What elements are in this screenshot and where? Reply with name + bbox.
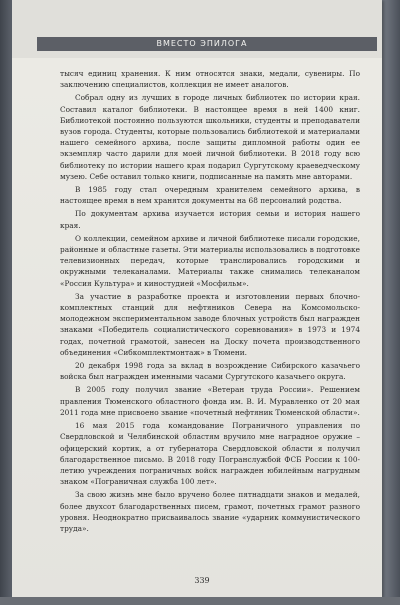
paragraph-3: В 1985 году стал очередным хранителем семейного архива, в настоящее время в нем хранятся документы на 68 персоналий родства.: [60, 185, 360, 206]
book-page: [12, 0, 382, 600]
book-bottom-shadow: [0, 597, 400, 605]
page-header: [12, 0, 382, 58]
running-header-title: ВМЕСТО ЭПИЛОГА: [156, 39, 248, 48]
paragraph-7: 20 декабря 1998 года за вклад в возрождение Сибирского казачьего войска был награжден именными часами Сургутского казачьего округа.: [60, 361, 360, 382]
paragraph-6: За участие в разработке проекта и изготовлении первых блочно-комплектных станций для нефтяников Севера на Комсомольско-молодежном экспериментальном заводе блочных устройств был награжден знаками «Победитель социалистического соревнования» в 1973 и 1974 годах, почетной грамотой, занесен на Доску почета производственного объединения «Сибкомплектмонтаж» в Тюмени.: [60, 291, 360, 357]
page-number: 339: [194, 576, 210, 585]
paragraph-4: По документам архива изучается история семьи и история нашего края.: [60, 209, 360, 230]
paragraph-5: О коллекции, семейном архиве и личной библиотеке писали городские, районные и областные газеты. Эти материалы использовались в подготовке телевизионных передач, которые транслировались городскими и окружными телеканалами. Материалы также снимались телеканалом «Россия Культура» и киностудией «Мосфильм».: [60, 233, 360, 288]
paragraph-1: тысяч единиц хранения. К ним относятся знаки, медали, сувениры. По заключению специалистов, коллекция не имеет аналогов.: [60, 69, 360, 90]
page-body-text: [60, 68, 360, 568]
paragraph-8: В 2005 году получил звание «Ветеран труда России». Решением правления Тюменского областного фонда им. В. И. Муравленко от 20 мая 2011 года мне присвоено звание «почетный нефтяник Тюменской области».: [60, 385, 360, 417]
paragraph-9: 16 мая 2015 года командование Пограничного управления по Свердловской и Челябинской областям вручило мне наградное оружие – офицерский кортик, а от губернатора Свердловской области я получил благодарственное письмо. В 2018 году Погранслужбой ФСБ России к 100-летию учреждения пограничных войск награжден юбилейным нагрудным знаком «Пограничная служба 100 лет».: [60, 421, 360, 487]
paragraph-2: Собрал одну из лучших в городе личных библиотек по истории края. Составил каталог библиотеки. В настоящее время в ней 1400 книг. Библиотекой постоянно пользуются школьники, студенты и преподаватели вузов города. Студенты, которые пользовались библиотекой и материалами нашего семейного архива, после защиты дипломной работы один ее экземпляр часто дарили для моей личной библиотеки. В 2018 году всю библиотеку по истории нашего края подарил Сургутскому краеведческому музею. Себе оставил только книги, подписанные на память мне авторами.: [60, 93, 360, 181]
paragraph-10: За свою жизнь мне было вручено более пятнадцати знаков и медалей, более двухсот благодарственных писем, грамот, почетных грамот разного уровня. Неоднократно присваивалось звание «ударник коммунистического труда».: [60, 490, 360, 533]
